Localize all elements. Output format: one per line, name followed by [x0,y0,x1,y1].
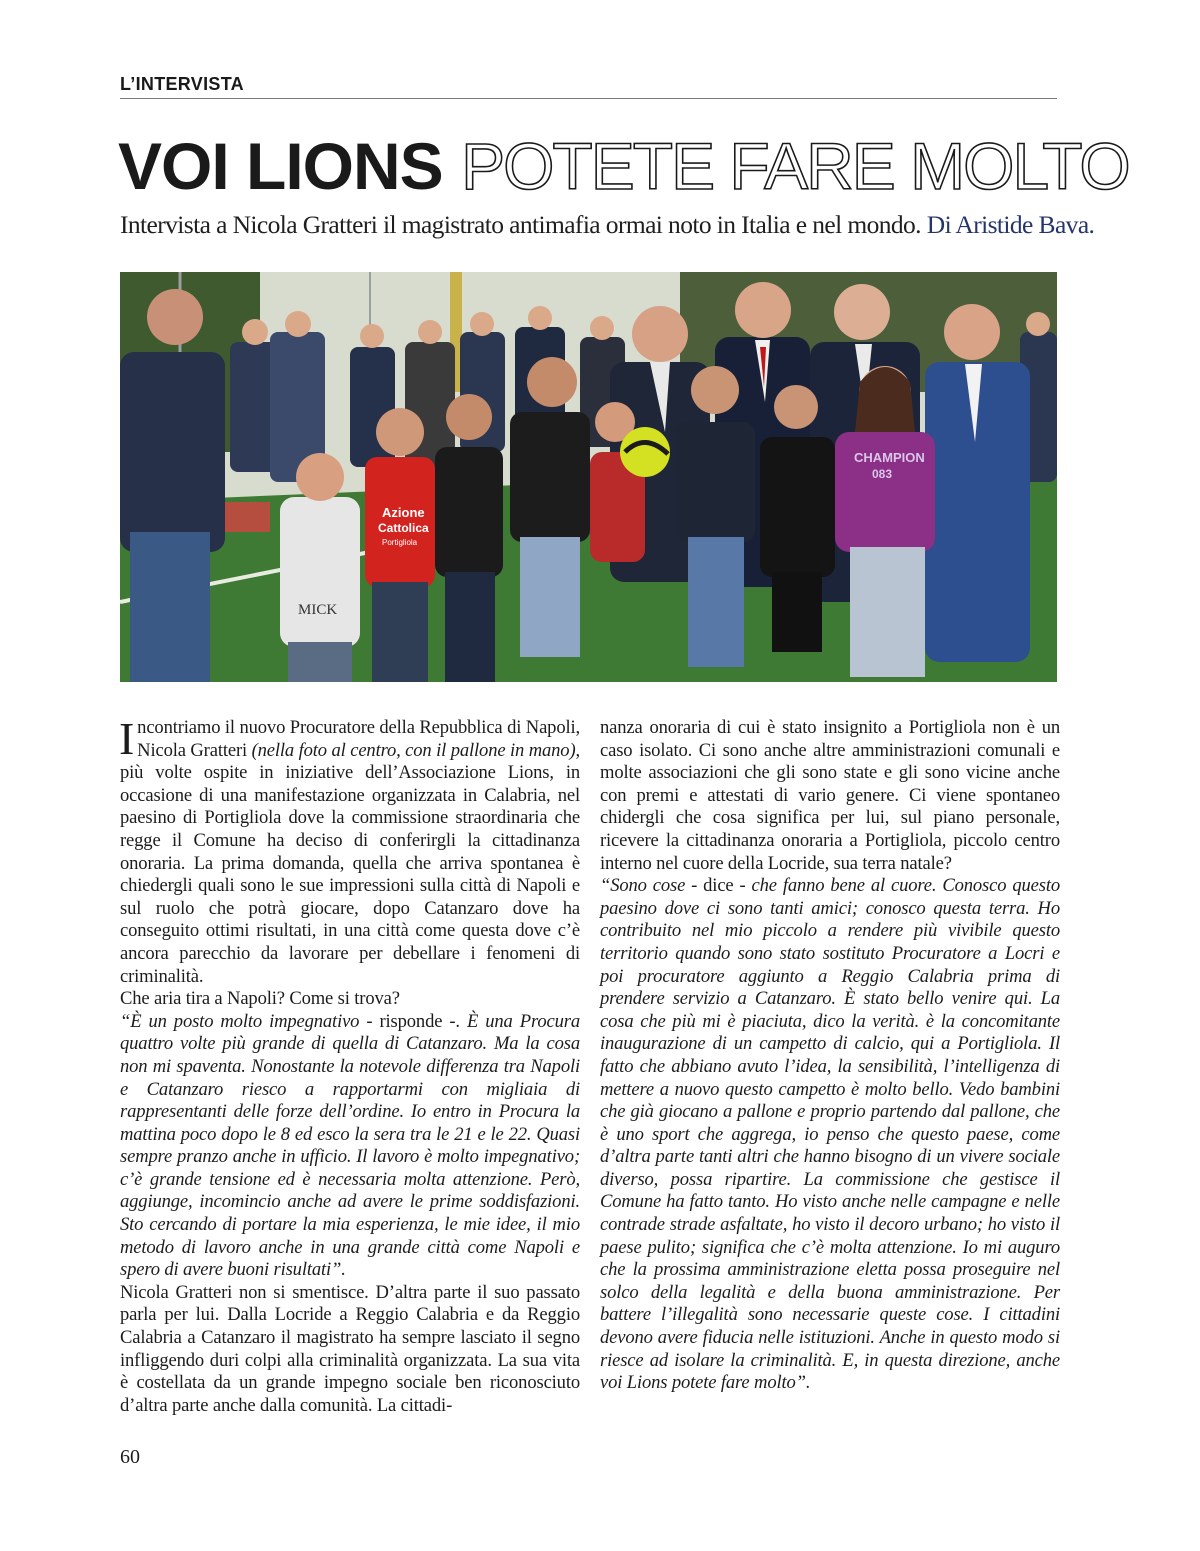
subtitle [120,210,1095,240]
subtitle-text: Intervista a Nicola Gratteri il magistrato antimafia ormai noto in Italia e nel mondo. [120,210,921,239]
headline-light: POTETE FARE MOLTO [461,129,1129,203]
answer-2-rest: che fanno bene al cuore. Conosco questo paesino dove ci sono tanti amici; conosco questa terra. Ho contribuito nel mio piccolo a rendere più vivibile questo territorio quando sono stato sostituto Procuratore a Locri e poi procuratore aggiunto a Reggio Calabria prima di prendere servizio a Catanzaro. È stato bello venire qui. La cosa che più mi è piaciuta, dico la verità. è la concomitante inaugurazione di un campetto di calcio, qui a Portigliola. Il fatto che abbiano avuto l’idea, la sensibilità, l’intelligenza di mettere a nuovo questo campetto è molto bello. Vedo bambini che già giocano a pallone e proprio partendo dal pallone, che è uno sport che aggrega, io penso che questo paese, come d’altra parte tanti altri che hanno bisogno di un vivere sociale diverso, possa ripartire. La commissione che gestisce il Comune ha fatto tanto. Ho visto anche nelle campagne e nelle contrade strade asfaltate, ho visto il decoro urbano; ho visto il paese pulito; significa che c’è molta attenzione. Io mi auguro che la prossima amministrazione eletta possa proseguire nel solco della legalità e della buona amministrazione. Per battere l’illegalità sono necessarie queste cose. I cittadini devono avere fiducia nelle istituzioni. Anche in questo modo si riesce ad isolare la criminalità. E, in questa direzione, anche voi Lions potete fare molto”. [600,875,1060,1394]
article-photo [120,272,1057,682]
answer-1-rest: È una Procura quattro volte più grande di quella di Catanzaro. Ma la cosa non mi spaventa. Nonostante la notevole differenza tra Napoli e Catanzaro riesco a rapportarmi con migliaia di rappresentanti delle forze dell’ordine. Io entro in Procura la mattina poco dopo le 8 ed esco la sera tra le 21 e le 22. Quasi sempre pranzo anche in ufficio. Il lavoro è molto impegnativo; c’è grande tensione ed è necessaria molta attenzione. Però, aggiunge, incomincio anche ad avere le prime soddisfazioni. Sto cercando di portare la mia esperienza, le mie idee, il mio metodo di lavoro anche in una grande città come Napoli e spero di avere buoni risultati”. [120,1010,580,1281]
answer-2-start: “Sono cose [600,875,686,897]
paragraph-intro [119,713,580,988]
article-column-right [600,717,1060,1395]
article-column-left [119,713,580,1417]
photo-tshirt-text: MICK [298,602,338,618]
photo-shirt-text-1: Azione [382,505,425,520]
header-rule [120,98,1057,99]
answer-2-tag: - dice - [685,875,752,897]
answer-1-start: “È un posto molto impegnativo [120,1010,360,1032]
byline: Di Aristide Bava. [926,210,1095,239]
page-number: 60 [120,1446,140,1468]
photo-caption-reference: (nella foto al centro, con il pallone in mano) [251,739,576,761]
headline [118,126,1129,206]
question-1: Che aria tira a Napoli? Come si trova? [120,988,400,1010]
answer-1-tag: - risponde -. [359,1010,467,1032]
photo-shirt-text-2: Cattolica [378,521,429,535]
photo-hoodie-text-2: 083 [872,467,893,481]
paragraph-3-left: Nicola Gratteri non si smentisce. D’altra parte il suo passato parla per lui. Dalla Locride a Reggio Calabria e da Reggio Calabria a Catanzaro il magistrato ha sempre lasciato il segno infliggendo duri colpi alla criminalità organizzata. La sua vita è costellata da un grande impegno sociale ben riconosciuto d’altra parte anche dalla comunità. La cittadi- [120,1281,580,1416]
headline-bold: VOI LIONS [118,129,443,203]
intro-lead: ncontriamo il nuovo Procuratore della Repubblica di Napoli, Nicola Gratteri [137,717,580,761]
photo-hoodie-text: CHAMPION [854,450,925,465]
intro-rest: , più volte ospite in iniziative dell’Associazione Lions, in occasione di una manifestazione organizzata in Calabria, nel paesino di Portigliola dove la commissione straordinaria che regge il Comune ha deciso di conferirgli la cittadinanza onoraria. La prima domanda, quella che arriva spontanea è chiedergli quali sono le sue impressioni sulla città di Napoli e sul ruolo che potrà giocare, dopo Catanzaro dove ha conseguito ottimi risultati, in una città come questa dove c’è ancora parecchio da lavorare per debellare i fenomeni di criminalità. [120,739,580,987]
section-label: L’INTERVISTA [120,74,244,94]
answer-2 [600,875,1060,1395]
answer-1 [120,1011,580,1282]
group-photo-illustration [120,272,1057,682]
photo-man-left [120,352,225,552]
drop-cap: I [119,713,135,764]
paragraph-3-right: nanza onoraria di cui è stato insignito a Portigliola non è un caso isolato. Ci sono anche altre amministrazioni comunali e molte associazioni che gli sono state e gli sono vicine anche con premi e attestati di vario genere. Ci viene spontaneo chidergli che cosa significa per lui, sul piano personale, ricevere la cittadinanza onoraria a Portigliola, piccolo centro interno nel cuore della Locride, sua terra natale? [600,717,1060,874]
photo-shirt-text-3: Portigliola [382,538,418,547]
